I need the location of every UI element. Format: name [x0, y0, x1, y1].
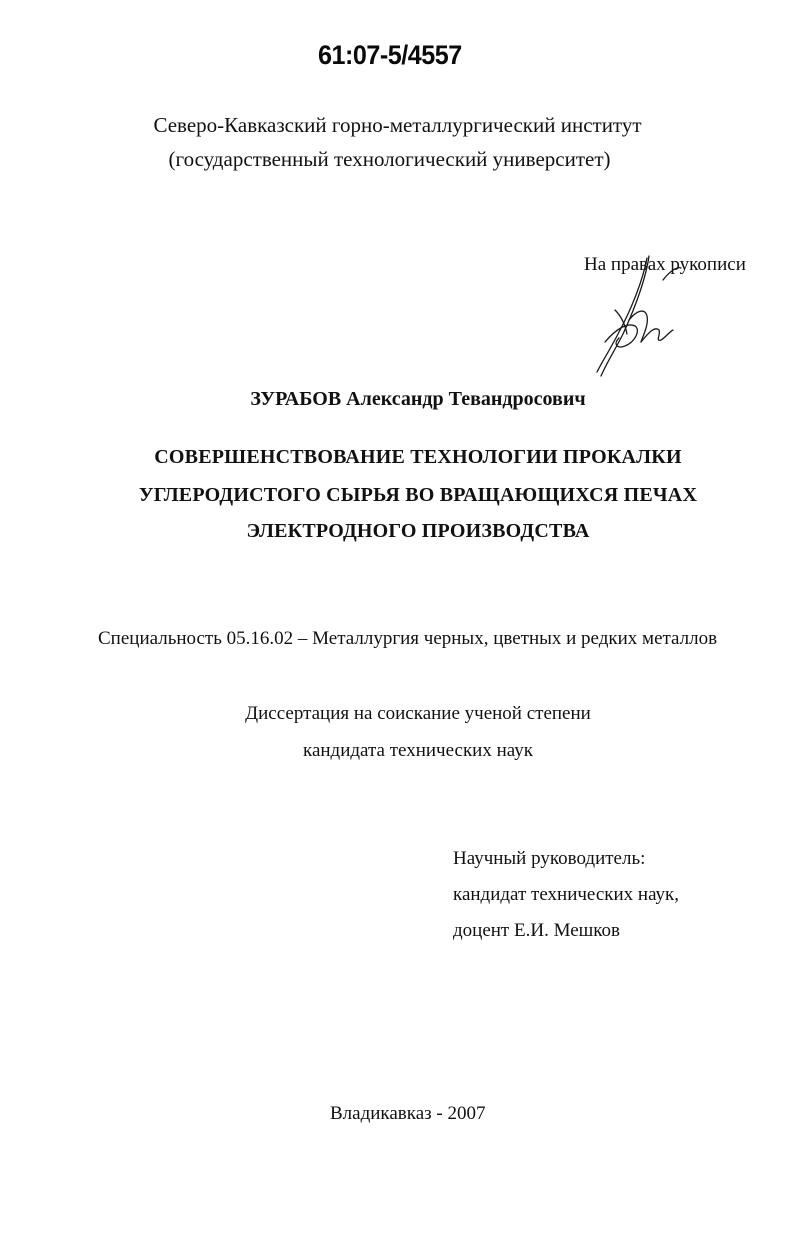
degree-name: кандидата технических наук [303, 740, 533, 761]
advisor-name: доцент Е.И. Мешков [453, 920, 621, 941]
catalog-number: 61:07-5/4557 [318, 40, 462, 70]
institution-name: Северо-Кавказский горно-металлургический институт [153, 113, 642, 137]
author-name: ЗУРАБОВ Александр Тевандросович [250, 388, 586, 410]
specialty-line: Специальность 05.16.02 – Металлургия черных, цветных и редких металлов [98, 628, 718, 649]
handwritten-signature [585, 250, 695, 385]
advisor-degree: кандидат технических наук, [453, 884, 680, 905]
advisor-label: Научный руководитель: [453, 848, 646, 869]
dissertation-title-line: СОВЕРШЕНСТВОВАНИЕ ТЕХНОЛОГИИ ПРОКАЛКИ [154, 446, 682, 468]
institution-subtitle: (государственный технологический университет) [168, 147, 611, 171]
dissertation-title-line: УГЛЕРОДИСТОГО СЫРЬЯ ВО ВРАЩАЮЩИХСЯ ПЕЧАХ [138, 484, 698, 506]
place-and-year: Владикавказ - 2007 [330, 1103, 486, 1124]
dissertation-title-line: ЭЛЕКТРОДНОГО ПРОИЗВОДСТВА [246, 520, 590, 542]
degree-statement: Диссертация на соискание ученой степени [245, 703, 591, 724]
rights-note: На правах рукописи [584, 254, 746, 275]
